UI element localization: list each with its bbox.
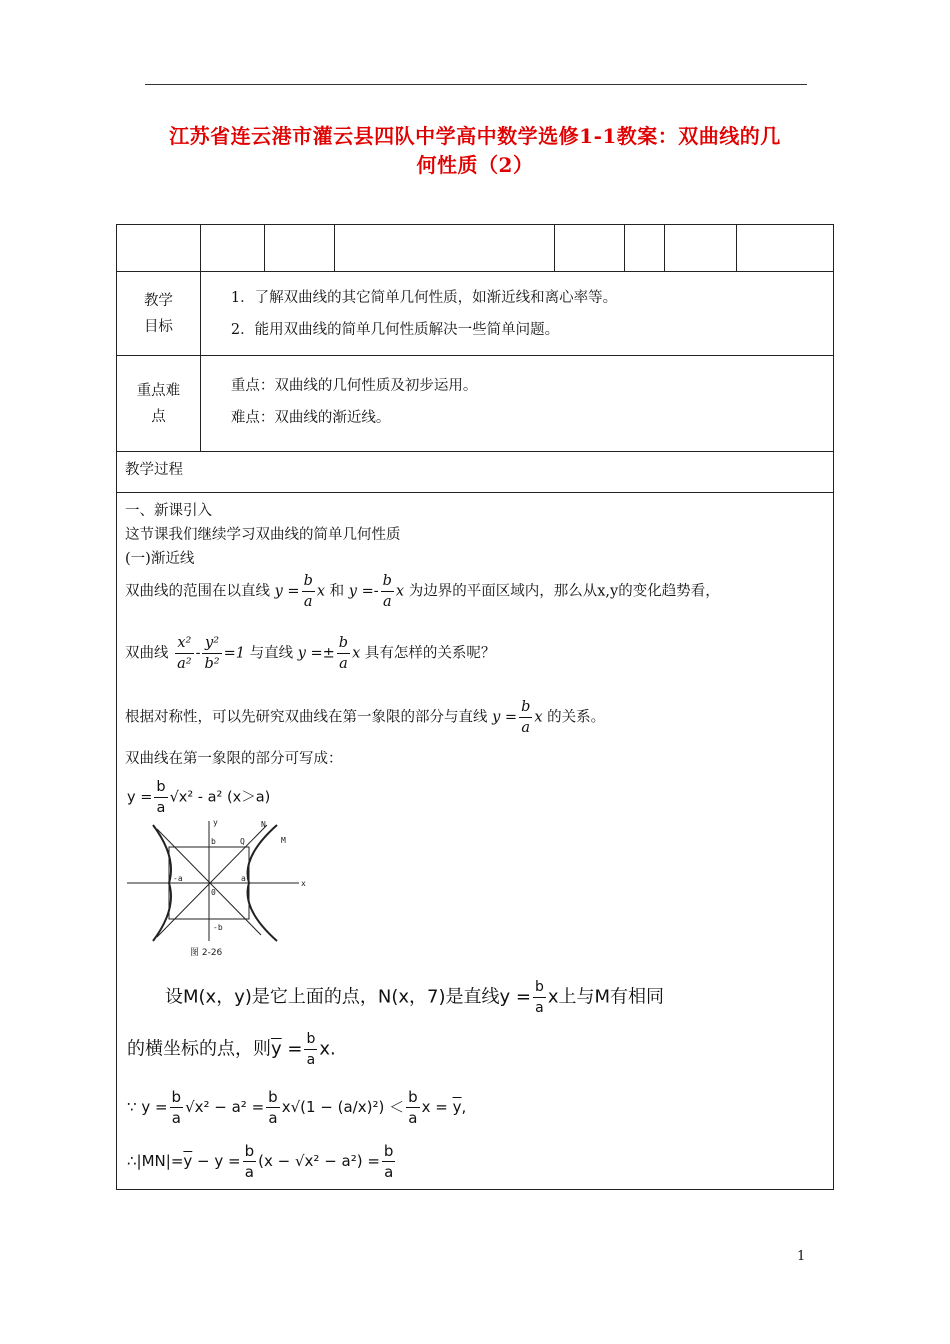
key-label-line: 重点难: [136, 382, 181, 399]
lesson-table: [116, 224, 834, 1190]
therefore-text: ∴|MN|=: [127, 1152, 184, 1170]
header-cell: [555, 225, 625, 272]
process-label: 教学过程: [117, 452, 834, 493]
title-line-1: 江苏省连云港市灌云县四队中学高中数学选修1-1教案：双曲线的几: [169, 124, 781, 148]
equation-difference: $\therefore|MN|=\overline{y} - y$ = $\frac{b}{a}$ (x − √x² − a²) = $\frac{b}{a}$: [127, 1142, 394, 1181]
goal-item: 2．能用双曲线的简单几何性质解决一些简单问题。: [230, 322, 560, 338]
header-cell: [264, 225, 334, 272]
header-cell: [625, 225, 665, 272]
paragraph-range: 双曲线的范围在以直线 y = $\frac{b}{a}$ x 和 y =- $\frac{b}{a}$ x 为边界的平面区域内，那么从x,y的变化趋势看，: [125, 573, 720, 610]
goal-row: [117, 272, 834, 356]
header-cell: [665, 225, 737, 272]
key-item: 难点：双曲线的渐近线。: [230, 410, 391, 426]
header-row: [117, 225, 834, 272]
fraction-b-over-a: $\frac{b}{a}$: [338, 635, 349, 672]
subsection-heading: (一)渐近线: [125, 551, 195, 567]
header-rule: [145, 84, 807, 85]
svg-text:0: 0: [211, 888, 216, 897]
text: 双曲线的范围在以直线: [125, 583, 270, 600]
paragraph-point-n: 的横坐标的点，则$\overline{y}$ = $\frac{b}{a}$ x.: [127, 1031, 336, 1068]
key-label: [117, 356, 201, 452]
svg-text:a: a: [241, 874, 246, 883]
fraction-y2-over-b2: $\frac{\text{y²}}{\text{b²}}$: [204, 635, 220, 672]
svg-text:M: M: [281, 836, 286, 845]
text: 具有怎样的关系呢？: [364, 645, 496, 662]
intro-text: 这节课我们继续学习双曲线的简单几何性质: [125, 527, 401, 543]
page-number: 1: [797, 1249, 806, 1264]
title-line-2: 何性质（2）: [416, 153, 534, 177]
equation-branch: y = $\frac{b}{a}$ √x² - a² (x＞a): [127, 779, 271, 816]
goal-item: 1．了解双曲线的其它简单几何性质，如渐近线和离心率等。: [230, 290, 618, 306]
key-content: [200, 356, 833, 452]
paragraph-point-m: 设M(x，y)是它上面的点，N(x，7)是直线y = $\frac{b}{a}$ x上与M有相同: [165, 979, 665, 1016]
x-axis-label: x: [301, 879, 306, 888]
equation-inequality: ∵ y = $\frac{b}{a}$ √x² − a² = $\frac{b}{a}$ x√(1 − (a/x)²) ＜ $\frac{b}{a}$ $x = \overline{y}$,: [127, 1088, 467, 1127]
text: 根据对称性，可以先研究双曲线在第一象限的部分与直线: [125, 709, 488, 726]
y-axis-label: y: [213, 818, 218, 827]
header-cell: [200, 225, 264, 272]
fraction-b-over-a: $\frac{b}{a}$: [303, 573, 313, 610]
goal-label-line: 目标: [143, 318, 173, 335]
figure-caption: 图 2-26: [190, 948, 223, 957]
svg-text:b: b: [211, 837, 216, 846]
goal-label-line: 教学: [143, 292, 173, 309]
section-heading: 一、新课引入: [125, 503, 212, 519]
text: x.: [319, 1038, 336, 1060]
svg-text:Q: Q: [240, 837, 245, 846]
because-symbol: ∵: [127, 1098, 137, 1116]
document-title: [120, 122, 830, 180]
hyperbola-figure: [127, 817, 309, 957]
fraction-b-over-a: $\frac{b}{a}$: [521, 699, 531, 736]
text: 的关系。: [547, 709, 606, 726]
fraction-x2-over-a2: $\frac{\text{x²}}{\text{a²}}$: [177, 635, 192, 672]
text: 为边界的平面区域内，那么从x,y的变化趋势看，: [408, 583, 720, 600]
text: 与直线: [249, 645, 294, 662]
paragraph-first-quadrant: 双曲线在第一象限的部分可写成：: [125, 751, 343, 767]
goal-content: [200, 272, 833, 356]
process-row: [117, 452, 834, 493]
svg-text:N: N: [261, 820, 266, 829]
text: 设M(x，y)是它上面的点，N(x，7)是直线y =: [165, 986, 531, 1008]
key-label-line: 点: [151, 408, 166, 425]
paragraph-symmetry: 根据对称性，可以先研究双曲线在第一象限的部分与直线 y = $\frac{b}{a}$ x 的关系。: [125, 699, 606, 736]
key-row: [117, 356, 834, 452]
fraction-b-over-a: $\frac{b}{a}$: [382, 573, 392, 610]
svg-text:-a: -a: [173, 874, 183, 883]
goal-label: [117, 272, 201, 356]
paragraph-question: 双曲线 $\frac{\text{x²}}{\text{a²}}$ - $\frac{\text{y²}}{\text{b²}}$ =1 与直线 y =± $\frac{b}{a}$ x 具有怎样的关系呢？: [125, 635, 496, 672]
key-item: 重点：双曲线的几何性质及初步运用。: [230, 378, 478, 394]
header-cell: [334, 225, 555, 272]
text: 双曲线: [125, 645, 169, 662]
equation-condition: (x＞a): [226, 789, 271, 806]
content-row: [117, 493, 834, 1190]
text: x上与M有相同: [547, 986, 665, 1008]
header-cell: [737, 225, 834, 272]
lesson-content: [117, 493, 834, 1190]
text: 的横坐标的点，则: [127, 1038, 271, 1060]
svg-text:-b: -b: [213, 923, 223, 932]
text: 和: [329, 583, 345, 600]
header-cell: [117, 225, 201, 272]
